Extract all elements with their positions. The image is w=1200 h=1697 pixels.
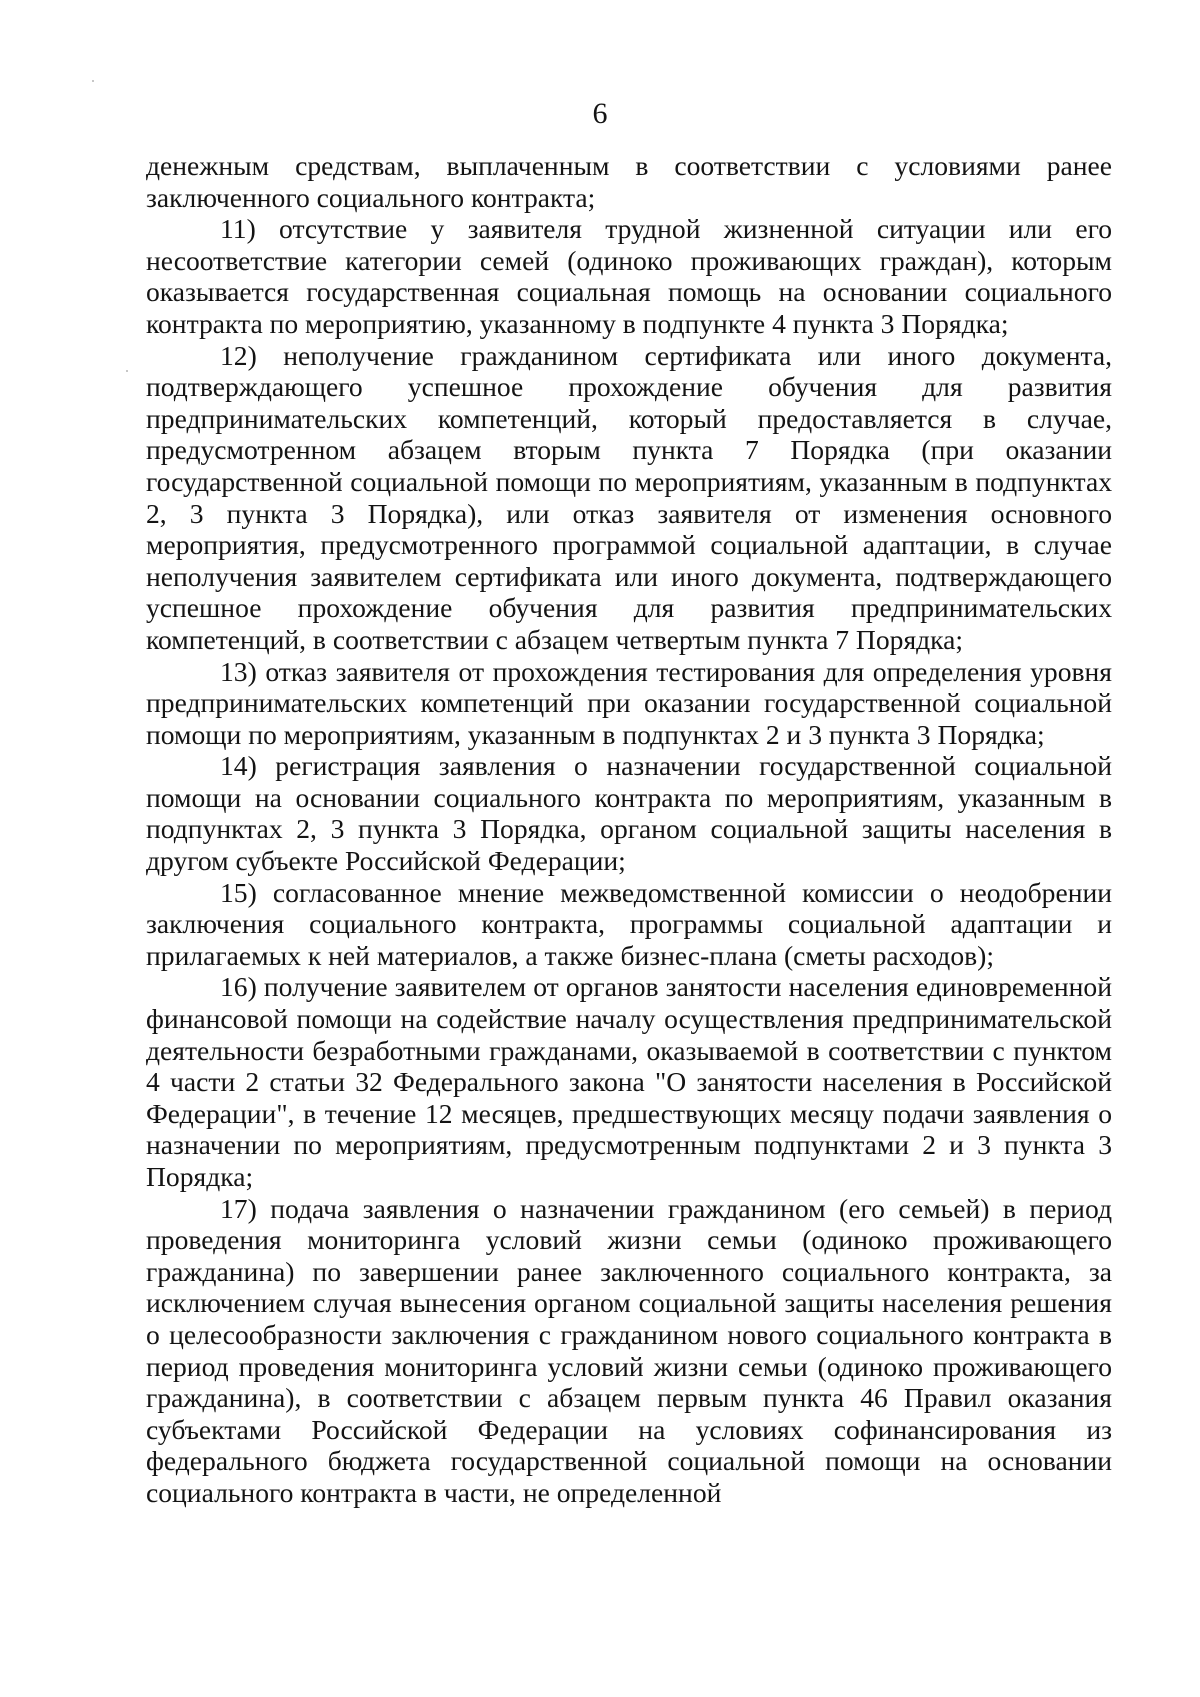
- scan-speck: [92, 80, 94, 82]
- paragraph-continuation: денежным средствам, выплаченным в соответствии с условиями ранее заключенного социального контракта;: [146, 150, 1112, 213]
- list-item-14: 14) регистрация заявления о назначении государственной социальной помощи на основании социального контракта по мероприятиям, указанным в подпунктах 2, 3 пункта 3 Порядка, органом социальной защиты населения в другом субъекте Российской Федерации;: [146, 750, 1112, 877]
- scan-speck: [126, 370, 128, 372]
- list-item-16: 16) получение заявителем от органов занятости населения единовременной финансовой помощи на содействие началу осуществления предпринимательской деятельности безработными гражданами, оказываемой в соответствии с пунктом 4 части 2 статьи 32 Федерального закона "О занятости населения в Российской Федерации", в течение 12 месяцев, предшествующих месяцу подачи заявления о назначении по мероприятиям, предусмотренным подпунктами 2 и 3 пункта 3 Порядка;: [146, 971, 1112, 1192]
- list-item-13: 13) отказ заявителя от прохождения тестирования для определения уровня предпринимательских компетенций при оказании государственной социальной помощи по мероприятиям, указанным в подпунктах 2 и 3 пункта 3 Порядка;: [146, 655, 1112, 750]
- list-item-12: 12) неполучение гражданином сертификата или иного документа, подтверждающего успешное прохождение обучения для развития предпринимательских компетенций, который предоставляется в случае, предусмотренном абзацем вторым пункта 7 Порядка (при оказании государственной социальной помощи по мероприятиям, указанным в подпунктах 2, 3 пункта 3 Порядка), или отказ заявителя от изменения основного мероприятия, предусмотренного программой социальной адаптации, в случае неполучения заявителем сертификата или иного документа, подтверждающего успешное прохождение обучения для развития предпринимательских компетенций, в соответствии с абзацем четвертым пункта 7 Порядка;: [146, 339, 1112, 655]
- document-body: [146, 150, 1112, 1509]
- list-item-11: 11) отсутствие у заявителя трудной жизненной ситуации или его несоответствие категории семей (одиноко проживающих граждан), которым оказывается государственная социальная помощь на основании социального контракта по мероприятию, указанному в подпункте 4 пункта 3 Порядка;: [146, 213, 1112, 339]
- list-item-15: 15) согласованное мнение межведомственной комиссии о неодобрении заключения социального контракта, программы социальной адаптации и прилагаемых к ней материалов, а также бизнес-плана (сметы расходов);: [146, 876, 1112, 971]
- list-item-17: 17) подача заявления о назначении гражданином (его семьей) в период проведения мониторинга условий жизни семьи (одиноко проживающего гражданина) по завершении ранее заключенного социального контракта, за исключением случая вынесения органом социальной защиты населения решения о целесообразности заключения с гражданином нового социального контракта в период проведения мониторинга условий жизни семьи (одиноко проживающего гражданина), в соответствии с абзацем первым пункта 46 Правил оказания субъектами Российской Федерации на условиях софинансирования из федерального бюджета государственной социальной помощи на основании социального контракта в части, не определенной: [146, 1192, 1112, 1508]
- page-number: 6: [592, 97, 608, 130]
